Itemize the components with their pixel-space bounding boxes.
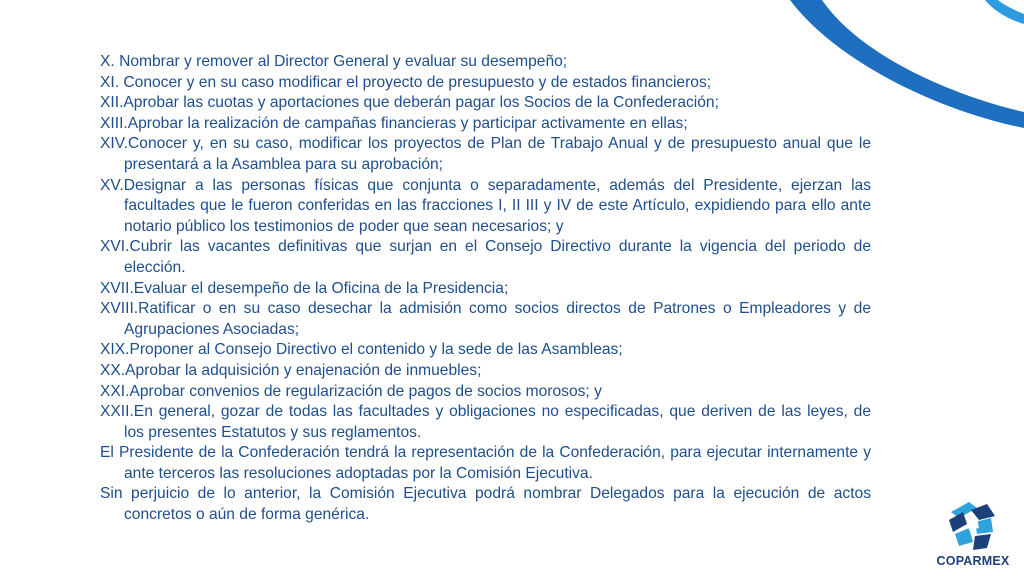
paragraph: El Presidente de la Confederación tendrá la representación de la Confederación, para ejecutar internamente y ante terceros las resoluciones adoptadas por la Comisión Ejecutiva. (100, 444, 871, 482)
list-item: XIII.Aprobar la realización de campañas financieras y participar activamente en ellas; (100, 114, 688, 132)
slide-body (100, 52, 871, 526)
list-item: XIX.Proponer al Consejo Directivo el contenido y la sede de las Asambleas; (100, 341, 623, 359)
paragraph: Sin perjuicio de lo anterior, la Comisión Ejecutiva podrá nombrar Delegados para la ejecución de actos concretos o aún de forma genérica. (100, 485, 871, 524)
list-item: XV.Designar a las personas físicas que conjunta o separadamente, además del Presidente, ejerzan las facultades que le fueron conferidas en las fracciones I, II III y IV de este Artículo, expidiendo para ello ante notario público los testimonios de poder que sean necesarios; y (100, 176, 871, 235)
list-item: XVIII.Ratificar o en su caso desechar la admisión como socios directos de Patrones o Empleadores y de Agrupaciones Asociadas; (100, 300, 871, 338)
list-item: XVII.Evaluar el desempeño de la Oficina de la Presidencia; (100, 279, 509, 297)
list-item: XXII.En general, gozar de todas las facultades y obligaciones no especificadas, que deriven de las leyes, de los presentes Estatutos y sus reglamentos. (100, 403, 871, 441)
brand-name: COPARMEX (936, 554, 1010, 568)
list-item: XVI.Cubrir las vacantes definitivas que surjan en el Consejo Directivo durante la vigencia del periodo de elección. (100, 238, 871, 276)
list-item: XX.Aprobar la adquisición y enajenación de inmuebles; (100, 361, 482, 379)
list-item: XII.Aprobar las cuotas y aportaciones que deberán pagar los Socios de la Confederación; (100, 94, 719, 112)
list-item: XIV.Conocer y, en su caso, modificar los proyectos de Plan de Trabajo Anual y de presupuesto anual que le presentará a la Asamblea para su aprobación; (100, 135, 871, 173)
list-item: XXI.Aprobar convenios de regularización de pagos de socios morosos; y (100, 382, 602, 400)
list-item: X. Nombrar y remover al Director General y evaluar su desempeño; (100, 53, 568, 70)
list-item: XI. Conocer y en su caso modificar el proyecto de presupuesto y de estados financieros; (100, 73, 712, 91)
